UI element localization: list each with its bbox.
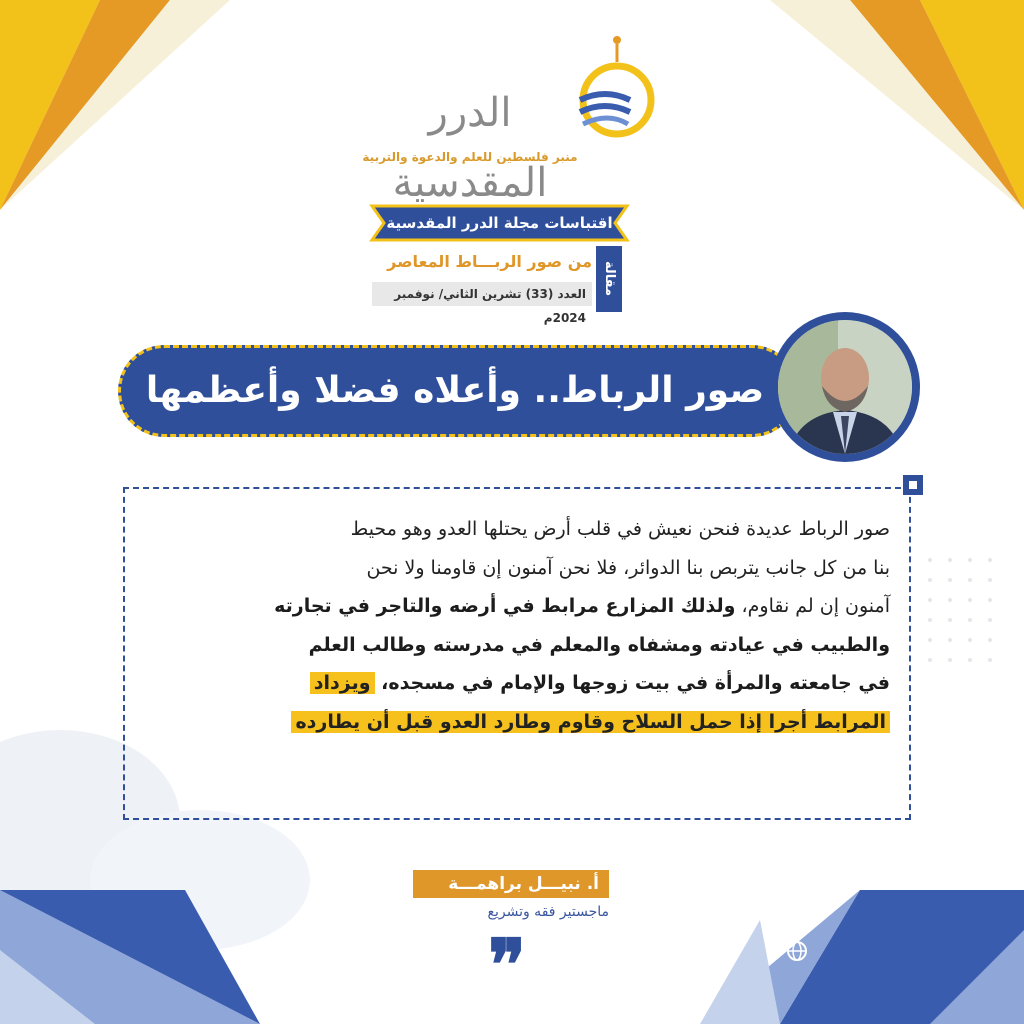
corner-square-inner [909, 481, 917, 489]
magazine-ribbon-label: اقتباسات مجلة الدرر المقدسية [386, 214, 613, 232]
quote-mark-icon: ❞ [488, 923, 526, 1006]
body-line-5-highlight: ويزداد [310, 672, 375, 694]
body-line-3 [150, 587, 890, 626]
logo-title: الدرر المقدسية [392, 90, 548, 206]
issue-text: العدد (33) تشرين الثاني/ نوفمبر 2024م [394, 287, 586, 325]
body-text [150, 510, 890, 741]
body-line-6 [150, 703, 890, 742]
body-line-5 [150, 664, 890, 703]
body-line-4 [150, 626, 890, 665]
article-tag: مقالة [602, 261, 617, 297]
body-line-3-plain: آمنون إن لم نقاوم، [735, 595, 890, 617]
body-line-5-bold: في جامعته والمرأة في بيت زوجها والإمام في مسجده، [374, 672, 890, 694]
author-name: أ. نبيـــل براهمـــة [448, 874, 599, 894]
logo-subtitle: منبر فلسطين للعلم والدعوة والتربية [362, 150, 578, 164]
headline: صور الرباط.. وأعلاه فضلا وأعظمها أجرا [145, 370, 765, 503]
body-line-3-bold: ولذلك المزارع مرابط في أرضه والتاجر في تجارته [274, 595, 736, 617]
author-title: ماجستير فقه وتشريع [487, 904, 609, 920]
body-line-4-bold: والطبيب في عيادته ومشفاه والمعلم في مدرسته وطالب العلم [308, 633, 890, 656]
body-line-2: بنا من كل جانب يتربص بنا الدوائر، فلا نحن آمنون إن قاومنا ولا نحن [366, 556, 890, 579]
author-avatar [778, 320, 912, 454]
body-line-1: صور الرباط عديدة فنحن نعيش في قلب أرض يحتلها العدو وهو محيط [350, 518, 890, 540]
series-title: من صور الربـــاط المعاصر [387, 252, 592, 271]
globe-icon [785, 940, 809, 964]
body-line-6-highlight: المرابط أجرا إذا حمل السلاح وقاوم وطارد العدو قبل أن يطارده [291, 711, 890, 733]
